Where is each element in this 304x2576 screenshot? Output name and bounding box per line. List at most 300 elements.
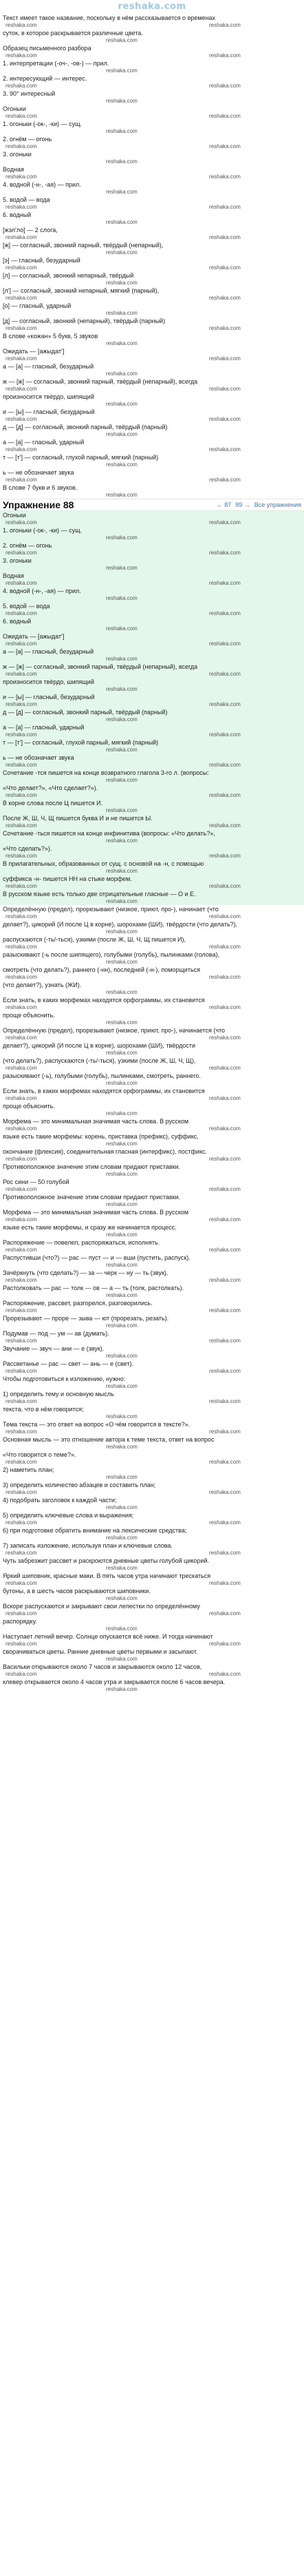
text-line: «Что сделать?»). (3, 845, 52, 852)
watermark-text: reshaka.com (6, 325, 37, 331)
text-line: 3. 90° интересный (3, 90, 56, 97)
site-logo[interactable]: reshaka.com (118, 1, 186, 12)
watermark-text: reshaka.com (6, 446, 37, 453)
watermark-text: reshaka.com (6, 204, 37, 210)
watermark-text: reshaka.com (106, 340, 138, 346)
text-line: «Что делает?», «Что сделает?»). (3, 785, 98, 791)
watermark-text: reshaka.com (6, 1065, 37, 1071)
watermark-row (3, 550, 301, 557)
text-line: Сочетание -тся пишется на конце возвратного глагола 3-го л. (вопросы: (3, 769, 209, 776)
watermark-text: reshaka.com (209, 1671, 241, 1677)
watermark-text: reshaka.com (209, 1459, 241, 1465)
watermark-row (3, 52, 301, 59)
text-line: Образец письменного разбора (3, 45, 91, 52)
watermark-text: reshaka.com (209, 792, 241, 798)
next-exercise-link[interactable]: 89 → (235, 501, 250, 508)
text-line: д — [д] — согласный, звонкий парный, твёрдый (парный) (3, 709, 168, 716)
watermark-text: reshaka.com (106, 1262, 138, 1268)
text-line: [жэл'ло] — 2 слога, (3, 227, 58, 233)
watermark-row (3, 1338, 301, 1344)
watermark-text: reshaka.com (106, 625, 138, 632)
content (0, 14, 304, 499)
all-exercises-link[interactable]: Все упражнения (254, 501, 301, 508)
watermark-text: reshaka.com (6, 550, 37, 556)
watermark-text: reshaka.com (6, 913, 37, 920)
watermark-row (3, 1065, 301, 1072)
watermark-text: reshaka.com (106, 128, 138, 134)
text-line: Огоньки (3, 512, 26, 519)
watermark-row (3, 686, 301, 693)
watermark-row (3, 928, 301, 935)
watermark-row (3, 671, 301, 678)
watermark-text: reshaka.com (6, 83, 37, 89)
watermark-row (3, 249, 301, 256)
text-line: Ожидать — [ажыдат'] (3, 348, 65, 355)
text-line: Распоряжение, рассвет, разгорелся, разговорились. (3, 1300, 153, 1307)
text-line: Противоположное значение этим словам придают приставки. (3, 1194, 181, 1201)
watermark-text: reshaka.com (209, 1429, 241, 1435)
watermark-row (3, 838, 301, 844)
watermark-text: reshaka.com (106, 898, 138, 904)
watermark-row (3, 1656, 301, 1663)
watermark-text: reshaka.com (209, 1035, 241, 1041)
watermark-text: reshaka.com (106, 249, 138, 256)
watermark-row (3, 656, 301, 663)
watermark-text: reshaka.com (209, 83, 241, 89)
watermark-text: reshaka.com (106, 1141, 138, 1147)
text-line: суффикса -н- пишется НН на стыке морфем. (3, 875, 132, 882)
watermark-text: reshaka.com (106, 1383, 138, 1389)
text-line: Сочетание -ться пишется на конце инфинитива (вопросы: «Что делать?», (3, 830, 215, 837)
watermark-row (3, 295, 301, 302)
watermark-text: reshaka.com (209, 913, 241, 920)
watermark-row (3, 1641, 301, 1648)
watermark-text: reshaka.com (209, 1307, 241, 1313)
watermark-row (3, 974, 301, 981)
text-line: Чтобы подготовиться к изложению, нужно: (3, 1375, 126, 1382)
watermark-row (3, 310, 301, 317)
watermark-text: reshaka.com (106, 1201, 138, 1207)
watermark-text: reshaka.com (106, 431, 138, 437)
watermark-text: reshaka.com (209, 325, 241, 331)
watermark-text: reshaka.com (6, 519, 37, 526)
text-line: распускаются (-ть/-ться), узкими (после Ж, Ш, Ч, Щ пишется И), (3, 936, 186, 943)
watermark-text: reshaka.com (6, 1338, 37, 1344)
prev-exercise-link[interactable]: ← 87 (216, 501, 232, 508)
watermark-text: reshaka.com (6, 1398, 37, 1404)
watermark-text: reshaka.com (6, 1459, 37, 1465)
watermark-text: reshaka.com (6, 264, 37, 271)
text-line: Рассветанье — рас — свет — ань — е (свет). (3, 1360, 133, 1367)
text-line: 4) подобрать заголовок к каждой части; (3, 1497, 117, 1504)
text-line: ж — [ж] — согласный, звонкий парный, твёрдый (непарный), всегда (3, 663, 198, 670)
watermark-text: reshaka.com (106, 1019, 138, 1026)
watermark-row (3, 1322, 301, 1329)
watermark-row (3, 1050, 301, 1057)
watermark-text: reshaka.com (209, 295, 241, 301)
watermark-text: reshaka.com (6, 1519, 37, 1526)
watermark-text: reshaka.com (209, 264, 241, 271)
watermark-row (3, 580, 301, 587)
watermark-row (3, 1110, 301, 1117)
watermark-row (3, 1186, 301, 1193)
watermark-row (3, 1277, 301, 1284)
watermark-text: reshaka.com (209, 1519, 241, 1526)
watermark-row (3, 1595, 301, 1602)
watermark-text: reshaka.com (6, 762, 37, 768)
watermark-row (3, 1368, 301, 1375)
watermark-text: reshaka.com (6, 174, 37, 180)
watermark-row (3, 1474, 301, 1481)
watermark-row (3, 1307, 301, 1314)
text-line: После Ж, Ш, Ч, Щ пишется буква И и не пишется Ы. (3, 815, 153, 822)
watermark-row (3, 340, 301, 347)
text-line: (что делает?), узнать (ЖИ). (3, 981, 82, 988)
watermark-text: reshaka.com (6, 610, 37, 616)
watermark-text: reshaka.com (106, 310, 138, 316)
watermark-text: reshaka.com (106, 1050, 138, 1056)
watermark-text: reshaka.com (6, 416, 37, 422)
watermark-text: reshaka.com (209, 671, 241, 677)
watermark-row (3, 189, 301, 196)
text-line: 6. водный (3, 211, 32, 218)
watermark-row (3, 477, 301, 484)
watermark-text: reshaka.com (106, 1625, 138, 1632)
watermark-row (3, 264, 301, 271)
watermark-text: reshaka.com (106, 1171, 138, 1177)
text-line: В слове 7 букв и 6 звуков. (3, 484, 78, 491)
text-line: Если знать, в каких морфемах находятся орфограммы, их становится (3, 997, 205, 1004)
watermark-row (3, 1671, 301, 1678)
watermark-text: reshaka.com (6, 671, 37, 677)
watermark-row (3, 461, 301, 468)
watermark-row (3, 37, 301, 44)
text-line: Огоньки (3, 105, 26, 112)
text-line: Чуть забрезжит рассвет и раскроются дневные цветы голубой цикорий. (3, 1557, 209, 1564)
watermark-text: reshaka.com (106, 401, 138, 407)
watermark-text: reshaka.com (6, 355, 37, 362)
text-line: [о] — гласный, ударный (3, 302, 72, 309)
text-line: Определённую (предел), прорезывают (низкое, приют, про-), начинается (что (3, 1027, 226, 1034)
watermark-text: reshaka.com (106, 777, 138, 783)
text-line: суток, в которое раскрывается различные цвета. (3, 30, 143, 37)
text-line: текста, что в нём говорится; (3, 1406, 84, 1413)
text-line: Прорезывают — проре — зыва — ют (прорезать, резать). (3, 1315, 169, 1322)
watermark-text: reshaka.com (106, 747, 138, 753)
watermark-text: reshaka.com (106, 1565, 138, 1571)
watermark-text: reshaka.com (6, 822, 37, 829)
text-line: делает?), цикорий (И после Ц в корне), шорохами (ШИ), твёрдости (что делать?), (3, 921, 238, 928)
text-line: 3) определить количество абзацев и составить план; (3, 1482, 156, 1488)
text-line: произносится твёрдо, шипящий (3, 393, 94, 400)
text-line: 2. огнём — огонь (3, 136, 52, 143)
watermark-text: reshaka.com (6, 701, 37, 707)
text-line: и — [ы] — гласный, безударный (3, 408, 95, 415)
watermark-text: reshaka.com (106, 1686, 138, 1692)
watermark-row (3, 1292, 301, 1299)
watermark-text: reshaka.com (106, 1110, 138, 1116)
watermark-text: reshaka.com (209, 1156, 241, 1162)
watermark-text: reshaka.com (6, 1641, 37, 1647)
text-line: «Что говорится о теме?». (3, 1451, 76, 1458)
watermark-row (3, 1080, 301, 1087)
watermark-text: reshaka.com (106, 189, 138, 195)
watermark-text: reshaka.com (6, 1156, 37, 1162)
watermark-row (3, 1489, 301, 1496)
watermark-text: reshaka.com (209, 113, 241, 119)
watermark-row (3, 416, 301, 423)
watermark-row (3, 355, 301, 362)
watermark-text: reshaka.com (6, 883, 37, 889)
text-line: разыскивают (-ь), голубыми (голубь), пылинками, смотреть, раннего. (3, 1072, 201, 1079)
watermark-row (3, 1398, 301, 1405)
watermark-row (3, 431, 301, 438)
watermark-text: reshaka.com (6, 295, 37, 301)
watermark-row (3, 883, 301, 890)
watermark-text: reshaka.com (209, 1338, 241, 1344)
answer-section (0, 511, 304, 905)
watermark-row (3, 1156, 301, 1163)
watermark-text: reshaka.com (209, 386, 241, 392)
watermark-row (3, 1232, 301, 1238)
watermark-row (3, 234, 301, 241)
text-line: а — [а] — гласный, ударный (3, 439, 85, 446)
watermark-row (3, 1580, 301, 1587)
watermark-row (3, 762, 301, 769)
watermark-text: reshaka.com (209, 580, 241, 586)
watermark-row (3, 401, 301, 408)
text-line: ь — не обозначает звука (3, 754, 74, 761)
watermark-row (3, 143, 301, 150)
watermark-text: reshaka.com (6, 580, 37, 586)
watermark-text: reshaka.com (106, 959, 138, 965)
watermark-text: reshaka.com (209, 174, 241, 180)
watermark-text: reshaka.com (209, 762, 241, 768)
watermark-text: reshaka.com (209, 1550, 241, 1556)
exercise-header (0, 499, 304, 511)
watermark-row (3, 1686, 301, 1693)
watermark-text: reshaka.com (209, 1641, 241, 1647)
watermark-row (3, 1035, 301, 1041)
watermark-row (3, 174, 301, 180)
watermark-text: reshaka.com (106, 1353, 138, 1359)
text-line: [ж] — согласный, звонкий парный, твёрдый (непарный), (3, 242, 164, 249)
watermark-row (3, 868, 301, 875)
watermark-text: reshaka.com (106, 1656, 138, 1662)
watermark-text: reshaka.com (106, 1322, 138, 1329)
watermark-row (3, 792, 301, 799)
text-line: Основная мысль — это отношение автора к теме текста, ответ на вопрос (3, 1436, 215, 1443)
text-line: проще объяснить. (3, 1103, 55, 1110)
watermark-text: reshaka.com (209, 234, 241, 240)
watermark-text: reshaka.com (209, 1186, 241, 1192)
watermark-text: reshaka.com (106, 1444, 138, 1450)
text-line: ь — не обозначает звука (3, 469, 74, 476)
watermark-text: reshaka.com (6, 792, 37, 798)
watermark-row (3, 641, 301, 647)
watermark-text: reshaka.com (209, 1610, 241, 1617)
watermark-text: reshaka.com (106, 1474, 138, 1480)
watermark-text: reshaka.com (6, 52, 37, 59)
watermark-text: reshaka.com (209, 1216, 241, 1223)
watermark-row (3, 1201, 301, 1208)
text-line: Зачёркнуть (что сделать?) — за — черк — ну — ть (звук). (3, 1269, 169, 1276)
text-line: Распоряжение — повелел, распоряжаться, исполнять. (3, 1239, 160, 1246)
text-line: Тема текста — это ответ на вопрос «О чём говорится в тексте?». (3, 1421, 191, 1428)
text-line: разыскивают (-ь после шипящего), голубыми (голубь), пылинками (голова), (3, 951, 220, 958)
text-line: Если знать, в каких морфемах находятся орфограммы, их становится (3, 1088, 205, 1094)
text-line: 2) наметить план; (3, 1466, 54, 1473)
watermark-text: reshaka.com (6, 1247, 37, 1253)
text-line: Звучание — звуч — ани — е (звук). (3, 1345, 105, 1352)
green-lines (3, 511, 301, 905)
watermark-text: reshaka.com (209, 822, 241, 829)
watermark-row (3, 1353, 301, 1360)
watermark-text: reshaka.com (106, 98, 138, 104)
watermark-text: reshaka.com (6, 1429, 37, 1435)
watermark-row (3, 158, 301, 165)
text-line: [л'] — согласный, звонкий непарный, мягкий (парный), (3, 287, 160, 294)
watermark-text: reshaka.com (106, 1292, 138, 1298)
watermark-row (3, 98, 301, 105)
text-line: Вскоре распускаются и закрывают свои лепестки по определённому (3, 1603, 200, 1610)
text-line: Наступает летний вечер. Солнце опускается всё ниже. И тогда начинают (3, 1633, 213, 1640)
text-line: Водная (3, 166, 24, 173)
watermark-text: reshaka.com (6, 22, 37, 28)
text-line: сворачиваться цветы. Ранние дневные цветы первыми и засыпают. (3, 1648, 198, 1655)
text-line: языке есть такие морфемы, и сразу же начинается процесс. (3, 1224, 177, 1231)
watermark-row (3, 22, 301, 29)
watermark-text: reshaka.com (6, 143, 37, 149)
watermark-row (3, 1535, 301, 1541)
watermark-row (3, 913, 301, 920)
watermark-row (3, 325, 301, 332)
text-line: а — [а] — гласный, безударный (3, 363, 94, 370)
text-line: распорядку. (3, 1618, 37, 1625)
text-line: бутоны, а в шесть часов раскрываются шиповники. (3, 1588, 151, 1595)
watermark-row (3, 280, 301, 287)
watermark-text: reshaka.com (106, 595, 138, 601)
watermark-row (3, 1141, 301, 1147)
watermark-row (3, 1383, 301, 1390)
watermark-text: reshaka.com (106, 1595, 138, 1601)
watermark-text: reshaka.com (6, 386, 37, 392)
watermark-text: reshaka.com (106, 158, 138, 165)
text-line: Ожидать — [ажыдат'] (3, 633, 65, 640)
watermark-text: reshaka.com (106, 371, 138, 377)
text-line: языке есть такие морфемы: корень, приставка (префикс), суффикс, (3, 1133, 199, 1140)
watermark-row (3, 959, 301, 966)
watermark-text: reshaka.com (209, 416, 241, 422)
watermark-text: reshaka.com (6, 234, 37, 240)
site-header (0, 0, 304, 14)
watermark-text: reshaka.com (6, 1368, 37, 1374)
watermark-text: reshaka.com (6, 1580, 37, 1586)
watermark-text: reshaka.com (106, 686, 138, 692)
watermark-text: reshaka.com (106, 656, 138, 662)
text-line: В корне слова после Ц пишется И. (3, 800, 103, 807)
text-line: 4. водной (-н-, -ая) — прил. (3, 588, 81, 594)
watermark-text: reshaka.com (6, 1671, 37, 1677)
watermark-row (3, 1444, 301, 1451)
text-line: 5. водой — вода (3, 196, 50, 203)
watermark-row (3, 492, 301, 499)
bottom-lines (3, 905, 301, 1693)
watermark-row (3, 1125, 301, 1132)
text-line: 5. водой — вода (3, 603, 50, 610)
watermark-text: reshaka.com (209, 1368, 241, 1374)
watermark-text: reshaka.com (6, 1004, 37, 1010)
watermark-text: reshaka.com (209, 641, 241, 647)
text-line: 5) определить ключевые слова и выражения; (3, 1512, 134, 1519)
text-line: и — [ы] — гласный, безударный (3, 694, 95, 700)
watermark-row (3, 716, 301, 723)
watermark-row (3, 128, 301, 135)
text-line: т — [т'] — согласный, глухой парный, мягкий (парный) (3, 739, 159, 746)
text-line: 1. огоньки (-ок-, -ки) — сущ. (3, 121, 83, 127)
watermark-text: reshaka.com (6, 853, 37, 859)
text-line: 1. интерпретации (-оч-, -ов-) — прил. (3, 60, 109, 67)
watermark-text: reshaka.com (6, 731, 37, 738)
watermark-text: reshaka.com (106, 716, 138, 723)
watermark-text: reshaka.com (6, 477, 37, 483)
watermark-text: reshaka.com (6, 974, 37, 980)
text-line: Морфема — это минимальная значимая часть слова. В русском (3, 1118, 189, 1125)
text-line: проще объяснить. (3, 1012, 55, 1019)
watermark-row (3, 853, 301, 860)
watermark-text: reshaka.com (209, 519, 241, 526)
watermark-text: reshaka.com (209, 944, 241, 950)
text-line: В русском языке есть только две отрицательные гласные — О и Е. (3, 891, 196, 897)
watermark-row (3, 595, 301, 602)
watermark-row (3, 1019, 301, 1026)
text-line: Текст имеет такое название, поскольку в нём рассказывается о временах (3, 14, 216, 21)
watermark-row (3, 446, 301, 453)
watermark-text: reshaka.com (209, 52, 241, 59)
watermark-text: reshaka.com (106, 37, 138, 43)
watermark-text: reshaka.com (209, 1277, 241, 1283)
watermark-text: reshaka.com (6, 944, 37, 950)
watermark-text: reshaka.com (106, 1413, 138, 1420)
watermark-text: reshaka.com (106, 838, 138, 844)
watermark-row (3, 1504, 301, 1511)
text-line: Яркий шиповник, красные маки. В пять часов утра начинают трескаться (3, 1572, 211, 1579)
watermark-row (3, 1519, 301, 1526)
watermark-row (3, 1565, 301, 1572)
watermark-text: reshaka.com (6, 1095, 37, 1101)
text-line: 3. огоньки (3, 557, 32, 564)
watermark-row (3, 1413, 301, 1420)
watermark-row (3, 67, 301, 74)
text-line: а — [а] — гласный, безударный (3, 648, 94, 655)
text-line: произносится твёрдо, шипящий (3, 678, 94, 685)
watermark-row (3, 1095, 301, 1102)
watermark-row (3, 1429, 301, 1435)
watermark-text: reshaka.com (209, 477, 241, 483)
watermark-text: reshaka.com (106, 280, 138, 286)
watermark-text: reshaka.com (6, 1550, 37, 1556)
text-line: 3. огоньки (3, 151, 32, 158)
text-line: Противоположное значение этим словам придают приставки. (3, 1163, 181, 1170)
watermark-row (3, 1247, 301, 1254)
text-line: Морфема — это минимальная значимая часть слова. В русском (3, 1209, 189, 1216)
watermark-text: reshaka.com (6, 113, 37, 119)
watermark-text: reshaka.com (209, 1004, 241, 1010)
text-line: Васильки открываются около 7 часов и закрываются около 12 часов, (3, 1663, 202, 1670)
watermark-row (3, 519, 301, 526)
top-section (3, 14, 301, 499)
watermark-row (3, 386, 301, 393)
